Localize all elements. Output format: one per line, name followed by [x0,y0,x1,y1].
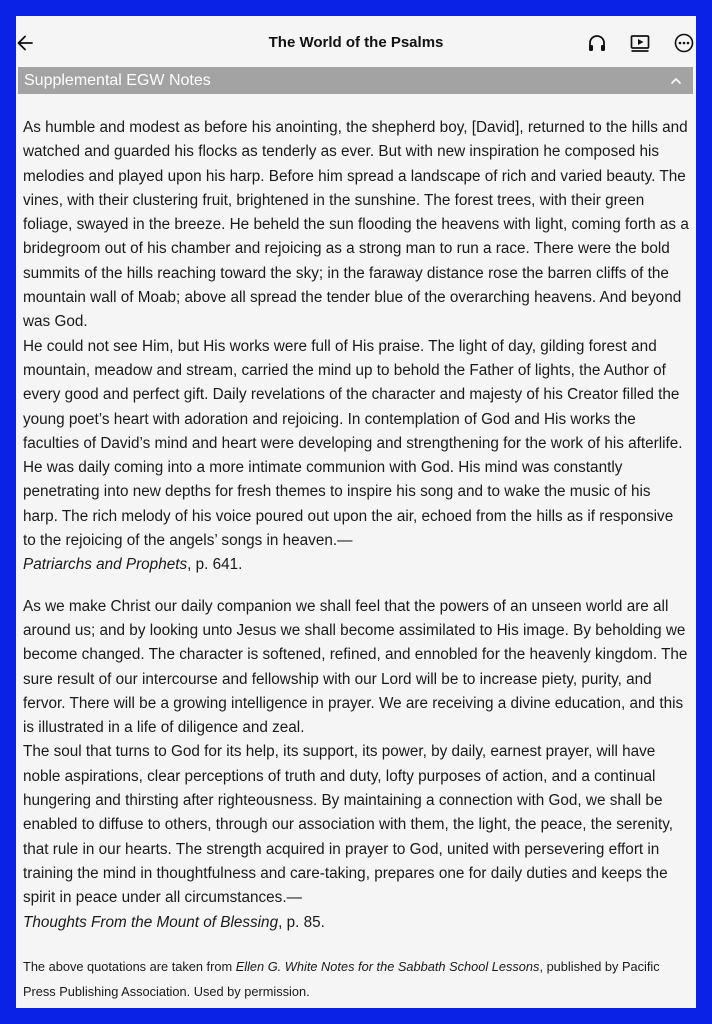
quote-2-paragraph-2-text: The soul that turns to God for its help, its support, its power, by daily, earnest prayer, will have noble aspirations, clear perceptions of truth and duty, lofty purposes of action, and a continual hungering and thirsting after righteousness. By maintaining a connection with God, we shall be enabled to diffuse to others, through our association with them, the light, the peace, the serenity, that rule in our hearts. The strength acquired in prayer to God, united with persevering effort in training the mind in thoughtfulness and care-taking, prepares one for daily duties and keeps the spirit in peace under all circumstances.— [23,743,673,907]
headphones-icon[interactable] [586,32,608,54]
footnote-suffix: , published by Pacific Press Publishing Association. Used by permission. [23,959,660,999]
section-title: Supplemental EGW Notes [24,72,211,89]
quote-2-paragraph-1: As we make Christ our daily companion we shall feel that the powers of an unseen world are all around us; and by looking unto Jesus we shall become assimilated to His image. By beholding we become changed. The character is softened, refined, and ennobled for the heavenly kingdom. The sure result of our intercourse and fellowship with our Lord will be to increase piety, purity, and fervor. There will be a growing intelligence in prayer. We are receiving a divine education, and this is illustrated in a life of diligence and zeal. [23,597,688,737]
chevron-up-icon [669,74,683,88]
more-options-icon[interactable] [673,32,695,54]
quote-1-paragraph-1: As humble and modest as before his anointing, the shepherd boy, [David], returned to the hills and watched and guarded his flocks as tenderly as ever. But with new inspiration he composed his melodies and played upon his harp. Before him spread a landscape of rich and varied beauty. The vines, with their clustering fruit, brightened in the sunshine. The forest trees, with their green foliage, swayed in the breeze. He beheld the sun flooding the heavens with light, coming forth as a bridegroom out of his chamber and rejoicing as a strong man to run a race. There were the bold summits of the hills reaching toward the sky; in the faraway distance rose the barren cliffs of the mountain wall of Moab; above all spread the tender blue of the overarching heavens. And beyond was God. [23,119,689,331]
top-bar [16,16,696,68]
attribution-footnote [23,954,689,1004]
notes-content [23,116,689,935]
quote-1-page: , p. 641. [187,556,243,574]
quote-2-paragraph-2 [23,740,689,934]
quote-1-source: Patriarchs and Prophets [23,556,188,574]
quote-2-page: , p. 85. [278,913,325,931]
quote-1-paragraph-2-text: He could not see Him, but His works were full of His praise. The light of day, gilding forest and mountain, meadow and stream, carried the mind up to behold the Father of lights, the Author of every good and perfect gift. Daily revelations of the character and majesty of his Creator filled the young poet’s heart with adoration and rejoicing. In contemplation of God and His works the faculties of David’s mind and heart were developing and strengthening for the work of his afterlife. He was daily coming into a more intimate communion with God. His mind was constantly penetrating into new depths for fresh themes to inspire his song and to wake the music of his harp. The rich melody of his voice poured out upon the air, echoed from the hills as if responsive to the rejoicing of the angels’ songs in heaven.— [23,337,683,550]
quote-1-paragraph-2 [23,335,689,578]
video-player-icon[interactable] [629,32,651,54]
supplemental-notes-header[interactable] [18,67,693,94]
footnote-prefix: The above quotations are taken from [23,959,236,974]
page-title: The World of the Psalms [268,34,444,51]
footnote-book-title: Ellen G. White Notes for the Sabbath School Lessons [235,959,540,974]
app-frame [16,16,696,1008]
quote-2-source: Thoughts From the Mount of Blessing [23,913,279,931]
